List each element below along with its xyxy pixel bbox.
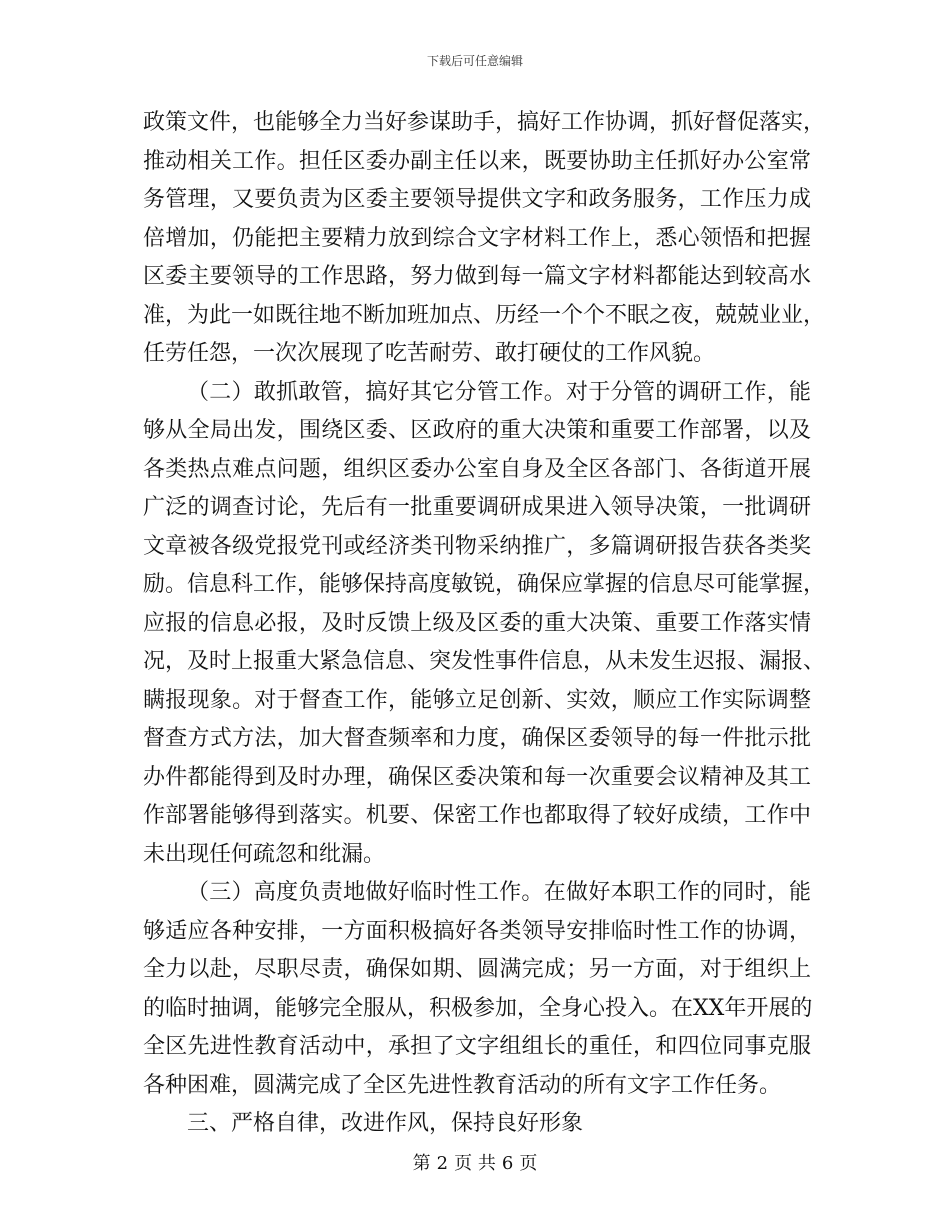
text-line: 全力以赴，尽职尽责，确保如期、圆满完成；另一方面，对于组织上 [143,957,811,982]
text-line: 够从全局出发，围绕区委、区政府的重大决策和重要工作部署，以及 [143,418,811,443]
page-header: 下载后可任意编辑 [426,54,523,68]
page-suffix: 页 [519,1153,538,1174]
total-page-number: 6 [501,1153,514,1174]
text-line: 励。信息科工作，能够保持高度敏锐，确保应掌握的信息尽可能掌握， [143,572,826,597]
text-line: 各类热点难点问题，组织区委办公室自身及全区各部门、各街道开展 [143,456,811,482]
text-line: 的临时抽调，能够完全服从，积极参加，全身心投入。在XX年开展的 [143,995,813,1021]
current-page-number: 2 [436,1153,449,1174]
text-line: 推动相关工作。担任区委办副主任以来，既要协助主任抓好办公室常 [143,148,811,174]
page-prefix: 第 [412,1153,431,1174]
text-line: 区委主要领导的工作思路，努力做到每一篇文字材料都能达到较高水 [143,264,811,289]
section-heading: 三、严格自律，改进作风，保持良好形象 [187,1111,584,1136]
text-line: 应报的信息必报，及时反馈上级及区委的重大决策、重要工作落实情 [143,610,811,636]
text-line: 准，为此一如既往地不断加班加点、历经一个个不眠之夜，兢兢业业， [143,302,826,328]
text-line: 够适应各种安排，一方面积极搞好各类领导安排临时性工作的协调， [143,918,811,944]
text-line: 办件都能得到及时办理，确保区委决策和每一次重要会议精神及其工 [143,764,811,790]
text-line: 况，及时上报重大紧急信息、突发性事件信息，从未发生迟报、漏报、 [143,649,826,674]
text-line: 作部署能够得到落实。机要、保密工作也都取得了较好成绩，工作中 [143,803,811,828]
text-line: 全区先进性教育活动中，承担了文字组组长的重任，和四位同事克服 [143,1034,811,1059]
text-line: 文章被各级党报党刊或经济类刊物采纳推广，多篇调研报告获各类奖 [143,533,811,559]
text-line: 瞒报现象。对于督查工作，能够立足创新、实效，顺应工作实际调整 [143,687,811,713]
page-footer [0,1153,950,1175]
body-text [143,104,826,1144]
paragraph-start-line: （三）高度负责地做好临时性工作。在做好本职工作的同时，能 [187,880,811,905]
text-line: 督查方式方法，加大督查频率和力度，确保区委领导的每一件批示批 [143,726,811,751]
text-line: 任劳任怨，一次次展现了吃苦耐劳、敢打硬仗的工作风貌。 [143,341,716,366]
text-line: 未出现任何疏忽和纰漏。 [143,841,386,867]
text-line: 倍增加，仍能把主要精力放到综合文字材料工作上，悉心领悟和把握 [143,225,811,251]
page-middle: 页 共 [454,1153,496,1174]
text-line: 务管理，又要负责为区委主要领导提供文字和政务服务，工作压力成 [143,187,811,212]
paragraph-start-line: （二）敢抓敢管，搞好其它分管工作。对于分管的调研工作，能 [187,379,811,405]
text-line: 广泛的调查讨论，先后有一批重要调研成果进入领导决策，一批调研 [143,495,811,520]
text-line: 政策文件，也能够全力当好参谋助手，搞好工作协调，抓好督促落实， [143,110,826,135]
text-line: 各种困难，圆满完成了全区先进性教育活动的所有文字工作任务。 [143,1072,782,1098]
